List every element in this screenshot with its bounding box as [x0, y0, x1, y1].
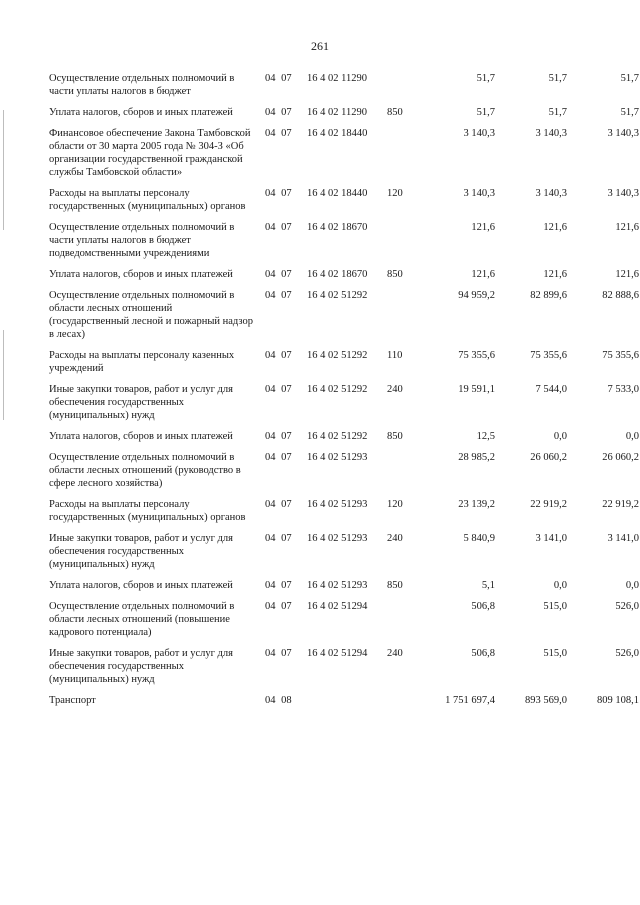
table-row — [49, 383, 639, 430]
target-article-code: 16 4 02 51293 — [307, 580, 368, 591]
table-row — [49, 579, 639, 600]
section-code: 04 07 — [265, 580, 292, 591]
scan-margin-mark — [3, 110, 4, 230]
amount-year-3: 3 140,3 — [607, 188, 639, 199]
table-row — [49, 106, 639, 127]
amount-year-2: 75 355,6 — [530, 350, 567, 361]
expense-type-code — [387, 127, 415, 187]
table-row — [49, 221, 639, 268]
target-article-code: 16 4 02 51293 — [307, 452, 368, 463]
expense-name: Иные закупки товаров, работ и услуг для обеспечения государственных (муниципальных) нужд — [49, 648, 233, 685]
amount-year-2: 0,0 — [553, 580, 567, 591]
target-article-code: 16 4 02 51292 — [307, 350, 368, 361]
amount-year-3: 0,0 — [625, 431, 639, 442]
amount-year-2: 51,7 — [548, 107, 567, 118]
amount-year-1: 121,6 — [471, 269, 495, 280]
amount-year-2: 26 060,2 — [530, 452, 567, 463]
amount-year-2: 7 544,0 — [535, 384, 567, 395]
amount-year-2: 3 140,3 — [535, 128, 567, 139]
expense-type-code: 850 — [387, 269, 403, 280]
amount-year-3: 809 108,1 — [597, 695, 639, 706]
amount-year-3: 51,7 — [620, 73, 639, 84]
expense-type-code: 850 — [387, 107, 403, 118]
table-row — [49, 72, 639, 106]
target-article-code: 16 4 02 11290 — [307, 107, 367, 118]
expense-type-code: 850 — [387, 580, 403, 591]
amount-year-2: 121,6 — [543, 222, 567, 233]
target-article-code: 16 4 02 18670 — [307, 269, 368, 280]
amount-year-1: 3 140,3 — [463, 128, 495, 139]
section-code: 04 07 — [265, 290, 292, 301]
budget-table-body — [49, 72, 639, 715]
target-article-code: 16 4 02 51294 — [307, 648, 368, 659]
target-article-code: 16 4 02 18670 — [307, 222, 368, 233]
table-row — [49, 289, 639, 349]
table-row — [49, 268, 639, 289]
section-code: 04 07 — [265, 188, 292, 199]
expense-name: Уплата налогов, сборов и иных платежей — [49, 107, 233, 118]
target-article-code: 16 4 02 51293 — [307, 499, 368, 510]
amount-year-1: 51,7 — [476, 73, 495, 84]
expense-name: Осуществление отдельных полномочий в области лесных отношений (государственный лесной и пожарный надзор в лесах) — [49, 290, 253, 340]
amount-year-3: 75 355,6 — [602, 350, 639, 361]
amount-year-1: 51,7 — [476, 107, 495, 118]
expense-name: Осуществление отдельных полномочий в области лесных отношений (руководство в сфере лесного хозяйства) — [49, 452, 241, 489]
amount-year-1: 3 140,3 — [463, 188, 495, 199]
amount-year-3: 526,0 — [615, 648, 639, 659]
section-code: 04 07 — [265, 222, 292, 233]
target-article-code: 16 4 02 51292 — [307, 290, 368, 301]
section-code: 04 07 — [265, 648, 292, 659]
section-code: 04 07 — [265, 431, 292, 442]
expense-type-code: 240 — [387, 533, 403, 544]
amount-year-2: 0,0 — [553, 431, 567, 442]
expense-type-code: 850 — [387, 431, 403, 442]
target-article-code — [307, 694, 387, 715]
target-article-code: 16 4 02 51292 — [307, 384, 368, 395]
amount-year-3: 22 919,2 — [602, 499, 639, 510]
expense-name: Расходы на выплаты персоналу государственных (муниципальных) органов — [49, 499, 246, 523]
expense-type-code: 110 — [387, 350, 403, 361]
expense-type-code: 240 — [387, 384, 403, 395]
section-code: 04 07 — [265, 499, 292, 510]
target-article-code: 16 4 02 18440 — [307, 188, 368, 199]
amount-year-2: 515,0 — [543, 648, 567, 659]
amount-year-1: 75 355,6 — [458, 350, 495, 361]
table-row — [49, 430, 639, 451]
table-row — [49, 451, 639, 498]
expense-name: Финансовое обеспечение Закона Тамбовской области от 30 марта 2005 года № 304-З «Об организации государственной гражданской службы Тамбовской области» — [49, 128, 251, 178]
section-code: 04 07 — [265, 73, 292, 84]
section-code: 04 07 — [265, 107, 292, 118]
amount-year-3: 526,0 — [615, 601, 639, 612]
amount-year-3: 3 141,0 — [607, 533, 639, 544]
expense-name: Транспорт — [49, 695, 96, 706]
table-row — [49, 647, 639, 694]
amount-year-2: 22 919,2 — [530, 499, 567, 510]
amount-year-2: 893 569,0 — [525, 695, 567, 706]
amount-year-3: 0,0 — [625, 580, 639, 591]
amount-year-3: 82 888,6 — [602, 290, 639, 301]
target-article-code: 16 4 02 51293 — [307, 533, 368, 544]
expense-name: Иные закупки товаров, работ и услуг для обеспечения государственных (муниципальных) нужд — [49, 533, 233, 570]
expense-type-code: 120 — [387, 188, 403, 199]
expense-name: Уплата налогов, сборов и иных платежей — [49, 431, 233, 442]
expense-name: Осуществление отдельных полномочий в части уплаты налогов в бюджет подведомственными учреждениями — [49, 222, 235, 259]
table-row — [49, 498, 639, 532]
target-article-code: 16 4 02 51294 — [307, 601, 368, 612]
expense-name: Иные закупки товаров, работ и услуг для обеспечения государственных (муниципальных) нужд — [49, 384, 233, 421]
amount-year-2: 515,0 — [543, 601, 567, 612]
amount-year-3: 121,6 — [615, 269, 639, 280]
section-code: 04 07 — [265, 384, 292, 395]
expense-name: Расходы на выплаты персоналу государственных (муниципальных) органов — [49, 188, 246, 212]
amount-year-1: 121,6 — [471, 222, 495, 233]
amount-year-3: 51,7 — [620, 107, 639, 118]
expense-name: Уплата налогов, сборов и иных платежей — [49, 580, 233, 591]
section-code: 04 07 — [265, 269, 292, 280]
expense-name: Осуществление отдельных полномочий в области лесных отношений (повышение кадрового потенциала) — [49, 601, 235, 638]
section-code: 04 07 — [265, 452, 292, 463]
amount-year-3: 26 060,2 — [602, 452, 639, 463]
amount-year-1: 12,5 — [476, 431, 495, 442]
target-article-code: 16 4 02 11290 — [307, 73, 367, 84]
table-row — [49, 532, 639, 579]
expense-type-code — [387, 451, 415, 498]
amount-year-1: 506,8 — [471, 648, 495, 659]
table-row — [49, 187, 639, 221]
target-article-code: 16 4 02 18440 — [307, 128, 368, 139]
target-article-code: 16 4 02 51292 — [307, 431, 368, 442]
section-code: 04 07 — [265, 533, 292, 544]
amount-year-1: 506,8 — [471, 601, 495, 612]
section-code: 04 07 — [265, 601, 292, 612]
section-code: 04 07 — [265, 128, 292, 139]
amount-year-2: 82 899,6 — [530, 290, 567, 301]
scan-margin-mark — [3, 330, 4, 420]
table-row — [49, 349, 639, 383]
table-row — [49, 127, 639, 187]
amount-year-1: 94 959,2 — [458, 290, 495, 301]
expense-name: Осуществление отдельных полномочий в части уплаты налогов в бюджет — [49, 73, 235, 97]
expense-type-code — [387, 72, 415, 106]
expense-name: Уплата налогов, сборов и иных платежей — [49, 269, 233, 280]
amount-year-2: 3 141,0 — [535, 533, 567, 544]
amount-year-1: 1 751 697,4 — [445, 695, 495, 706]
page-number: 261 — [311, 39, 329, 53]
amount-year-1: 5,1 — [481, 580, 495, 591]
expense-type-code — [387, 221, 415, 268]
amount-year-1: 19 591,1 — [458, 384, 495, 395]
amount-year-2: 3 140,3 — [535, 188, 567, 199]
section-code: 04 08 — [265, 695, 292, 706]
amount-year-1: 28 985,2 — [458, 452, 495, 463]
amount-year-1: 5 840,9 — [463, 533, 495, 544]
expense-type-code — [387, 694, 415, 715]
amount-year-2: 51,7 — [548, 73, 567, 84]
section-code: 04 07 — [265, 350, 292, 361]
budget-table — [49, 72, 639, 715]
amount-year-3: 3 140,3 — [607, 128, 639, 139]
expense-type-code: 240 — [387, 648, 403, 659]
amount-year-2: 121,6 — [543, 269, 567, 280]
table-row — [49, 600, 639, 647]
expense-type-code: 120 — [387, 499, 403, 510]
amount-year-3: 121,6 — [615, 222, 639, 233]
expense-name: Расходы на выплаты персоналу казенных учреждений — [49, 350, 235, 374]
amount-year-1: 23 139,2 — [458, 499, 495, 510]
expense-type-code — [387, 600, 415, 647]
table-row — [49, 694, 639, 715]
amount-year-3: 7 533,0 — [607, 384, 639, 395]
expense-type-code — [387, 289, 415, 349]
